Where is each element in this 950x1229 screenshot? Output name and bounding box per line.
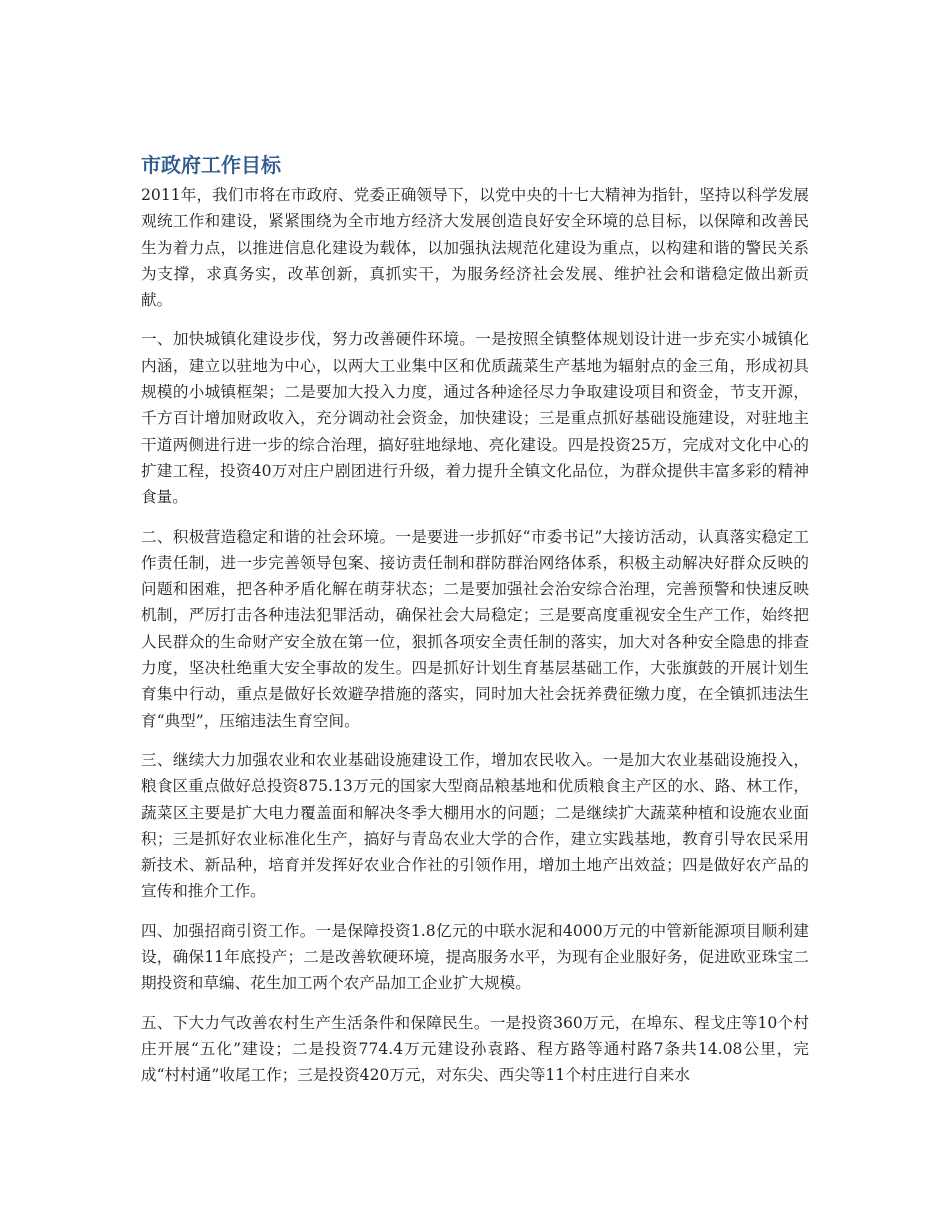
paragraph-investment: 四、加强招商引资工作。一是保障投资1.8亿元的中联水泥和4000万元的中管新能源项目顺利建设，确保11年底投产；二是改善软硬环境，提高服务水平，为现有企业服好务，促进欧亚珠宝二期投资和草编、花生加工两个农产品加工企业扩大规模。 [141,921,809,993]
paragraph-rural-livelihood: 五、下大力气改善农村生产生活条件和保障民生。一是投资360万元，在埠东、程戈庄等10个村庄开展“五化”建设；二是投资774.4万元建设孙袁路、程方路等通村路7条共14.08公里，完成“村村通”收尾工作；三是投资420万元，对东尖、西尖等11个村庄进行自来水 [141,1013,809,1085]
paragraph-agriculture: 三、继续大力加强农业和农业基础设施建设工作，增加农民收入。一是加大农业基础设施投入，粮食区重点做好总投资875.13万元的国家大型商品粮基地和优质粮食主产区的水、路、林工作，蔬菜区主要是扩大电力覆盖面和解决冬季大棚用水的问题；二是继续扩大蔬菜种植和设施农业面积；三是抓好农业标准化生产，搞好与青岛农业大学的合作，建立实践基地，教育引导农民采用新技术、新品种，培育并发挥好农业合作社的引领作用，增加土地产出效益；四是做好农产品的宣传和推介工作。 [141,750,809,901]
paragraph-intro: 2011年，我们市将在市政府、党委正确领导下，以党中央的十七大精神为指针，坚持以科学发展观统工作和建设，紧紧围绕为全市地方经济大发展创造良好安全环境的总目标，以保障和改善民生为着力点，以推进信息化建设为载体，以加强执法规范化建设为重点，以构建和谐的警民关系为支撑，求真务实，改革创新，真抓实干，为服务经济社会发展、维护社会和谐稳定做出新贡献。 [141,186,809,310]
paragraph-urbanization: 一、加快城镇化建设步伐，努力改善硬件环境。一是按照全镇整体规划设计进一步充实小城镇化内涵，建立以驻地为中心，以两大工业集中区和优质蔬菜生产基地为辐射点的金三角，形成初具规模的小城镇框架；二是要加大投入力度，通过各种途径尽力争取建设项目和资金，节支开源，千方百计增加财政收入，充分调动社会资金，加快建设；三是重点抓好基础设施建设，对驻地主干道两侧进行进一步的综合治理，搞好驻地绿地、亮化建设。四是投资25万，完成对文化中心的扩建工程，投资40万对庄户剧团进行升级，着力提升全镇文化品位，为群众提供丰富多彩的精神食量。 [141,330,809,507]
paragraph-social-stability: 二、积极营造稳定和谐的社会环境。一是要进一步抓好“市委书记”大接访活动，认真落实稳定工作责任制，进一步完善领导包案、接访责任制和群防群治网络体系，积极主动解决好群众反映的问题和困难，把各种矛盾化解在萌芽状态；二是要加强社会治安综合治理，完善预警和快速反映机制，严厉打击各种违法犯罪活动，确保社会大局稳定；三是要高度重视安全生产工作，始终把人民群众的生命财产安全放在第一位，狠抓各项安全责任制的落实，加大对各种安全隐患的排查力度，坚决杜绝重大安全事故的发生。四是抓好计划生育基层基础工作，大张旗鼓的开展计划生育集中行动，重点是做好长效避孕措施的落实，同时加大社会抚养费征缴力度，在全镇抓违法生育“典型”，压缩违法生育空间。 [141,527,809,730]
document-page [141,150,809,1102]
document-title: 市政府工作目标 [141,153,281,177]
